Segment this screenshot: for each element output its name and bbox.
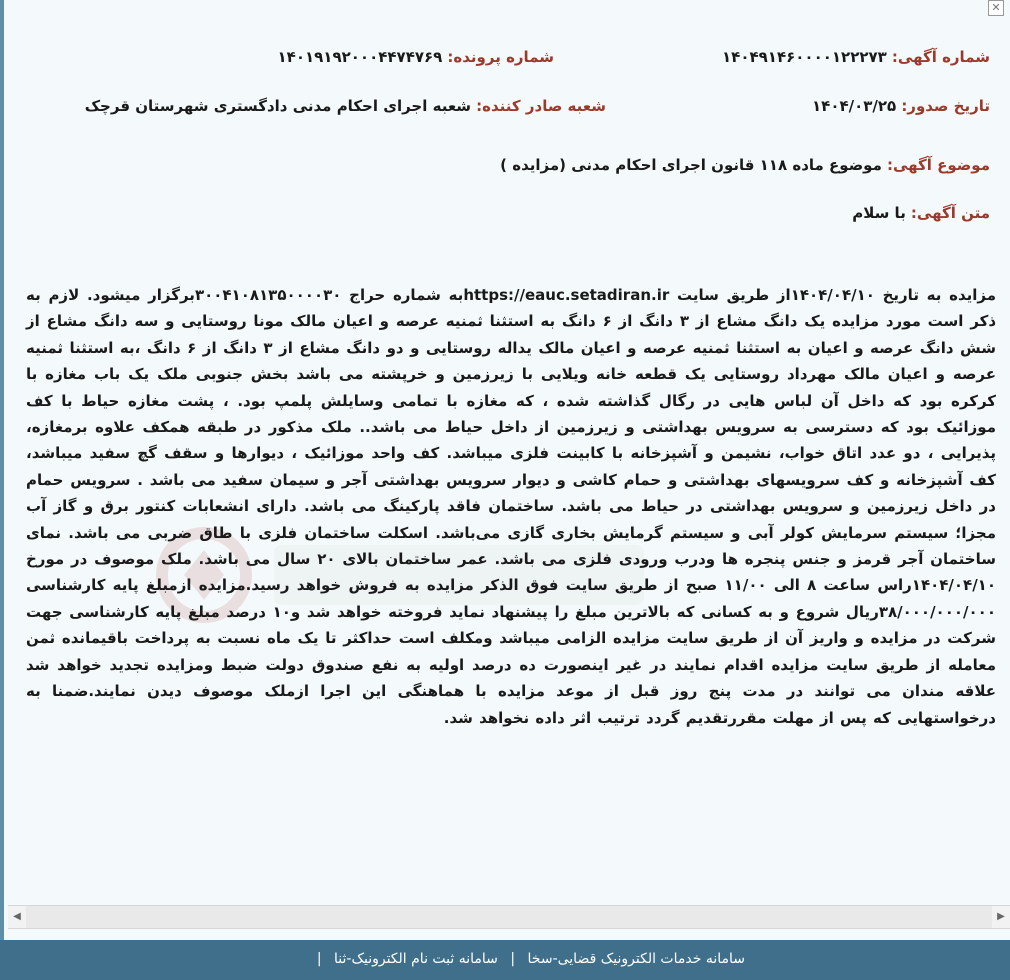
greeting: با سلام [852, 204, 906, 222]
footer-bar [0, 940, 1010, 980]
footer-link-sakha[interactable]: سامانه خدمات الکترونیک قضایی-سخا [527, 951, 745, 967]
issue-date [812, 96, 990, 115]
scroll-left-arrow-icon[interactable]: ◀ [8, 906, 26, 928]
ad-body-text: مزایده به تاریخ ۱۴۰۴/۰۴/۱۰از طریق سایت https://eauc.setadiran.irبه شماره حراج ۳۰۰۴۱۰۸۱۳۵۰۰۰۰۳۰برگزار میشود. لازم به ذکر است مورد مزایده یک دانگ مشاع از ۳ دانگ از ۶ دانگ به استثنا ثمنیه عرصه و اعیان مالک مونا روستایی و سه دانگ مشاع از شش دانگ عرصه و اعیان به استثنا ثمنیه عرصه و اعیان مالک یداله روستایی و دو دانگ مشاع از ۳ دانگ از ۶ دانگ ،به استثنا ثمنیه عرصه و اعیان مالک مهرداد روستایی یک قطعه خانه ویلایی با زیرزمین و خرپشته می باشد بخش جنوبی ملک یک باب مغازه با کرکره بود که داخل آن لباس هایی در رگال گذاشته شده ، که مغازه با تمامی وسایلش پلمپ بود. ، پشت مغازه حیاط با کف موزائیک بود که دسترسی به سرویس بهداشتی و زیرزمین از داخل حیاط می باشد.. ملک مذکور در طبقه همکف علاوه برمغازه، پذیرایی ، دو عدد اتاق خواب، نشیمن و آشپزخانه با کابینت فلزی میباشد. کف واحد موزائیک ، دیوارها و سقف گچ سفید میباشد، کف آشپزخانه و کف سرویسهای بهداشتی و حمام کاشی و دیوار سرویس بهداشتی آجر و سیمان سفید می باشد . سرویس حمام در داخل زیرزمین و سرویس بهداشتی در حیاط می باشد. ساختمان فاقد پارکینگ می باشد. دارای انشعابات کنتور برق و گاز آب مجزا؛ سیستم سرمایش کولر آبی و سیستم گرمایش بخاری گازی می‌باشد. اسکلت ساختمان فلزی با طاق ضربی می باشد. نمای ساختمان آجر قرمز و جنس پنجره ها ودرب ورودی فلزی می باشد. عمر ساختمان بالای ۲۰ سال می باشد. ملک موصوف در مورخ ۱۴۰۴/۰۴/۱۰راس ساعت ۸ الی ۱۱/۰۰ صبح از طریق سایت فوق الذکر مزایده به فروش خواهد رسید.مزایده ازمبلغ پایه کارشناسی ۳۸/۰۰۰/۰۰۰/۰۰۰ریال شروع و به کسانی که بالاترین مبلغ را پیشنهاد نماید فروخته خواهد شد و۱۰ درصد مبلغ پایه کارشناسی جهت شرکت در مزایده و واریز آن از طریق سایت مزایده الزامی میباشد ومکلف است حداکثر تا یک ماه نسبت به پرداخت باقیمانده ثمن معامله از طریق سایت مزایده اقدام نمایند در غیر اینصورت ده درصد اولیه به نفع صندوق دولت ضبط ومزایده تجدید خواهد شد علاقه مندان می توانند در مدت پنج روز قبل از موعد مزایده با هماهنگی این اجرا ازملک موصوف دیدن نمایند.ضمنا به درخواستهایی که پس از مهلت مقررتقدیم گردد ترتیب اثر داده نخواهد شد. [26, 286, 997, 727]
ad-number-value: ۱۴۰۴۹۱۴۶۰۰۰۰۱۲۲۲۷۳ [722, 48, 887, 66]
ad-number [722, 47, 990, 66]
body-label: متن آگهی: [910, 204, 990, 222]
ad-number-label: شماره آگهی: [891, 48, 990, 66]
issuing-branch [85, 96, 606, 115]
issuing-branch-value: شعبه اجرای احکام مدنی دادگستری شهرستان قرچک [84, 97, 472, 115]
footer-separator: | [510, 951, 516, 967]
scroll-right-arrow-icon[interactable]: ▶ [992, 906, 1010, 928]
subject-label: موضوع آگهی: [886, 156, 990, 174]
footer-link-sana[interactable]: سامانه ثبت نام الکترونیک-ثنا [334, 951, 498, 967]
case-number-label: شماره پرونده: [447, 48, 554, 66]
subject-value: موضوع ماده ۱۱۸ قانون اجرای احکام مدنی (مزایده ) [500, 156, 882, 174]
issue-date-value: ۱۴۰۴/۰۳/۲۵ [812, 97, 897, 115]
footer-separator: | [316, 951, 322, 967]
issue-date-label: تاریخ صدور: [901, 97, 990, 115]
issuing-branch-label: شعبه صادر کننده: [476, 97, 606, 115]
ad-body-header [852, 203, 990, 222]
case-number [278, 47, 554, 66]
horizontal-scrollbar[interactable] [8, 905, 1010, 929]
footer-links [309, 951, 745, 967]
ad-subject [500, 155, 990, 174]
close-icon[interactable]: ✕ [988, 0, 1004, 16]
case-number-value: ۱۴۰۱۹۱۹۲۰۰۰۴۴۷۴۷۶۹ [277, 48, 443, 66]
